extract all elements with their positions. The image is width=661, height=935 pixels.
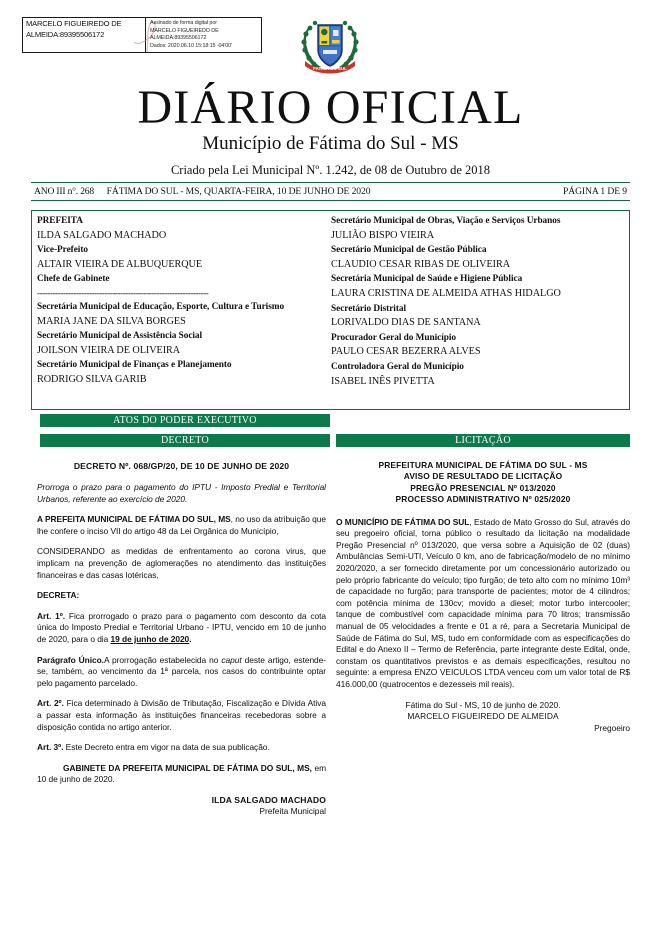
article-3-text: Este Decreto entra em vigor na data de sua publicação. bbox=[63, 742, 270, 753]
official-role: Vice-Prefeito bbox=[37, 245, 88, 256]
page-indicator: PÁGINA 1 DE 9 bbox=[563, 186, 627, 197]
official-person: MARIA JANE DA SILVA BORGES bbox=[37, 315, 186, 327]
licitacao-column bbox=[336, 460, 630, 734]
officials-column-left bbox=[32, 211, 326, 409]
licitacao-title-line-2: AVISO DE RESULTADO DE LICITAÇÃO bbox=[403, 471, 563, 482]
article-1-period: . bbox=[189, 633, 192, 644]
official-person: ALTAIR VIEIRA DE ALBUQUERQUE bbox=[37, 258, 203, 270]
signature-detail-line-2: MARCELO FIGUEIREDO DE bbox=[150, 27, 219, 34]
official-person: ILDA SALGADO MACHADO bbox=[37, 229, 167, 241]
decree-column bbox=[37, 460, 326, 818]
decree-decreta-label: DECRETA: bbox=[37, 590, 80, 601]
decree-closing-date: em 10 de junho de 2020. bbox=[37, 762, 326, 785]
official-person: JOILSON VIEIRA DE OLIVEIRA bbox=[37, 344, 181, 356]
masthead bbox=[0, 82, 661, 179]
masthead-subtitle: Município de Fátima do Sul - MS bbox=[202, 133, 459, 154]
section-bar-licitacao: LICITAÇÃO bbox=[336, 434, 630, 447]
page-title: DIÁRIO OFICIAL bbox=[137, 81, 524, 134]
licitacao-signatory-name: MARCELO FIGUEIREDO DE ALMEIDA bbox=[407, 711, 559, 722]
issue-identifier bbox=[34, 186, 370, 197]
signature-detail-line-3: ALMEIDA:89395506172 bbox=[150, 35, 207, 42]
official-person: LAURA CRISTINA DE ALMEIDA ATHAS HIDALGO bbox=[331, 287, 561, 299]
official-role: Chefe de Gabinete bbox=[37, 274, 110, 285]
official-role: Secretário Municipal de Obras, Viação e Serviços Urbanos bbox=[331, 216, 561, 226]
licitacao-signatory-role: Pregoeiro bbox=[594, 722, 630, 733]
article-1-new-date: 19 de junho de 2020 bbox=[110, 633, 190, 644]
decree-signatory-name: ILDA SALGADO MACHADO bbox=[211, 794, 326, 805]
decree-closing-office: GABINETE DA PREFEITA MUNICIPAL DE FÁTIMA DO SUL, MS, bbox=[63, 762, 312, 773]
signature-name: MARCELO FIGUEIREDO DE ALMEIDA:89395506172 bbox=[26, 19, 122, 39]
decree-considerando: CONSIDERANDO as medidas de enfrentamento ao corona virus, que implicam na prevenção de aglomerações no atendimento das instituições financeiras e das casas lotéricas, bbox=[37, 546, 326, 580]
decree-article-3 bbox=[37, 742, 326, 754]
official-role: Controladora Geral do Município bbox=[331, 361, 464, 372]
article-1-text: Fica prorrogado o prazo para o pagamento com desconto da cota única do Imposto Predial e Territorial Urbano - IPTU, vencido em 10 de junho de 2020, para o dia bbox=[37, 610, 326, 644]
official-role: Secretário Municipal de Gestão Pública bbox=[331, 245, 487, 256]
official-person: RODRIGO SILVA GARIB bbox=[37, 373, 147, 385]
decree-preamble-authority: A PREFEITA MUNICIPAL DE FÁTIMA DO SUL, MS bbox=[37, 514, 231, 525]
official-role: Secretário Municipal de Assistência Social bbox=[37, 331, 203, 342]
article-3-label: Art. 3º. bbox=[37, 742, 64, 753]
signature-detail-line-4: Dados: 2020.06.10 15:18:15 -04'00' bbox=[150, 42, 232, 49]
official-role: Secretário Municipal de Finanças e Planejamento bbox=[37, 360, 232, 371]
svg-text:FATIMA DO SUL: FATIMA DO SUL bbox=[313, 66, 347, 72]
licitacao-title bbox=[336, 460, 630, 506]
decree-ementa: Prorroga o prazo para o pagamento do IPTU - Imposto Predial e Territorial Urbanos, referente ao exercício de 2020. bbox=[37, 482, 326, 504]
official-person: LORIVALDO DIAS DE SANTANA bbox=[331, 317, 481, 329]
issue-place-date: FÁTIMA DO SUL - MS, QUARTA-FEIRA, 10 DE JUNHO DE 2020 bbox=[106, 186, 371, 197]
decree-paragrafo-unico bbox=[37, 655, 326, 690]
officials-column-right bbox=[326, 211, 629, 409]
section-bar-decreto: DECRETO bbox=[40, 434, 330, 447]
licitacao-body-text: , Estado de Mato Grosso do Sul, através do seu pregoeiro oficial, torna público o resultado da licitação na modalidade Pregão Presencial nº 013/2020, que versa sobre a Aquisição de 02 (duas) Ambulâncias Semi-UTI, Veículo 0 km, ano de fabricação/modelo de no mínimo 2020/2020, a ser fornecido diretamente por um concessionário autorizado ou pelo próprio fabricante do veículo; tipo furgão; de teto alto com no mínimo 10m³ de capacidade no furgão; para transporte de pacientes; motor de 4 cilindros; com potência mínima de 130cv; movido a diesel; motor turbo intercooler; tanque de combustível com capacidade mínima para 70 litros; transmissão manual de 05 velocidades a frente e 01 a ré, para a Secretaria Municipal de Saúde de Fátima do Sul, MS, tudo em conformidade com as especificações do Edital e do Anexo II – Termo de Referência, parte integrante deste Edital, onde, constam os quantitativos previstos e as demais especificações, resultou no seguinte: a empresa ENZO VEICULOS LTDA venceu com um valor total de R$ 416.000,00 (quatrocentos e dezesseis mil reais). bbox=[336, 516, 630, 689]
official-role: Secretária Municipal de Educação, Esporte, Cultura e Turismo bbox=[37, 301, 285, 312]
official-person: JULIÃO BISPO VIEIRA bbox=[331, 229, 435, 241]
issue-number: ANO III n°. 268 bbox=[34, 186, 94, 197]
coat-of-arms-icon bbox=[297, 14, 363, 76]
digital-signature-stamp bbox=[22, 17, 262, 53]
officials-box bbox=[31, 210, 630, 410]
official-role: Secretário Distrital bbox=[331, 303, 406, 314]
official-person: ISABEL INÊS PIVETTA bbox=[331, 375, 435, 387]
licitacao-closing-date: Fátima do Sul - MS, 10 de junho de 2020. bbox=[405, 699, 561, 710]
official-role: PREFEITA bbox=[37, 216, 83, 226]
paragrafo-unico-text-1: A prorrogação estabelecida no bbox=[103, 654, 222, 665]
signature-details bbox=[146, 18, 261, 52]
licitacao-title-line-1: PREFEITURA MUNICIPAL DE FÁTIMA DO SUL - MS bbox=[378, 460, 588, 470]
issue-bar bbox=[31, 182, 630, 201]
masthead-law-line: Criado pela Lei Municipal Nº. 1.242, de 08 de Outubro de 2018 bbox=[170, 163, 491, 177]
decree-article-2 bbox=[37, 698, 326, 733]
official-role: Procurador Geral do Município bbox=[331, 332, 457, 343]
licitacao-body-subject: O MUNICÍPIO DE FÁTIMA DO SUL bbox=[336, 516, 470, 527]
section-bar-atos-do-poder-executivo: ATOS DO PODER EXECUTIVO bbox=[40, 414, 330, 427]
licitacao-body bbox=[336, 517, 630, 691]
paragrafo-unico-caput: caput bbox=[221, 654, 242, 665]
official-person: PAULO CESAR BEZERRA ALVES bbox=[331, 346, 481, 358]
signature-detail-line-1: Assinado de forma digital por bbox=[150, 20, 217, 26]
paragrafo-unico-text-2: deste artigo, estende-se, também, ao vencimento da 1ª parcela, nos casos do contribuinte optar pelo pagamento parcelado. bbox=[37, 654, 327, 688]
article-2-text: Fica determinado à Divisão de Tributação, Fiscalização e Dívida Ativa a passar esta informação às instituições financeiras recebedoras sobre a disposição contida no artigo anterior. bbox=[37, 698, 326, 732]
decree-closing bbox=[37, 763, 326, 786]
official-role: Secretária Municipal de Saúde e Higiene Pública bbox=[331, 274, 523, 285]
official-person: CLAUDIO CESAR RIBAS DE OLIVEIRA bbox=[331, 258, 511, 270]
decree-title: DECRETO Nº. 068/GP/20, DE 10 DE JUNHO DE 2020 bbox=[73, 461, 290, 471]
licitacao-title-line-3: PREGÃO PRESENCIAL Nº 013/2020 bbox=[410, 482, 556, 493]
decree-article-1 bbox=[37, 611, 326, 646]
decree-preamble-rest: , no uso da atribuição que lhe confere o inciso VII do artigo 48 da Lei Orgânica do Município, bbox=[37, 514, 326, 536]
article-1-label: Art. 1º. bbox=[37, 610, 66, 621]
paragrafo-unico-label: Parágrafo Único. bbox=[37, 654, 104, 665]
decree-preamble bbox=[37, 514, 326, 537]
article-2-label: Art. 2º. bbox=[37, 698, 64, 709]
officials-divider: ------------------------------------------------------------------ bbox=[37, 287, 209, 298]
decree-signatory-role: Prefeita Municipal bbox=[259, 806, 326, 817]
licitacao-title-line-4: PROCESSO ADMINISTRATIVO Nº 025/2020 bbox=[395, 494, 571, 505]
